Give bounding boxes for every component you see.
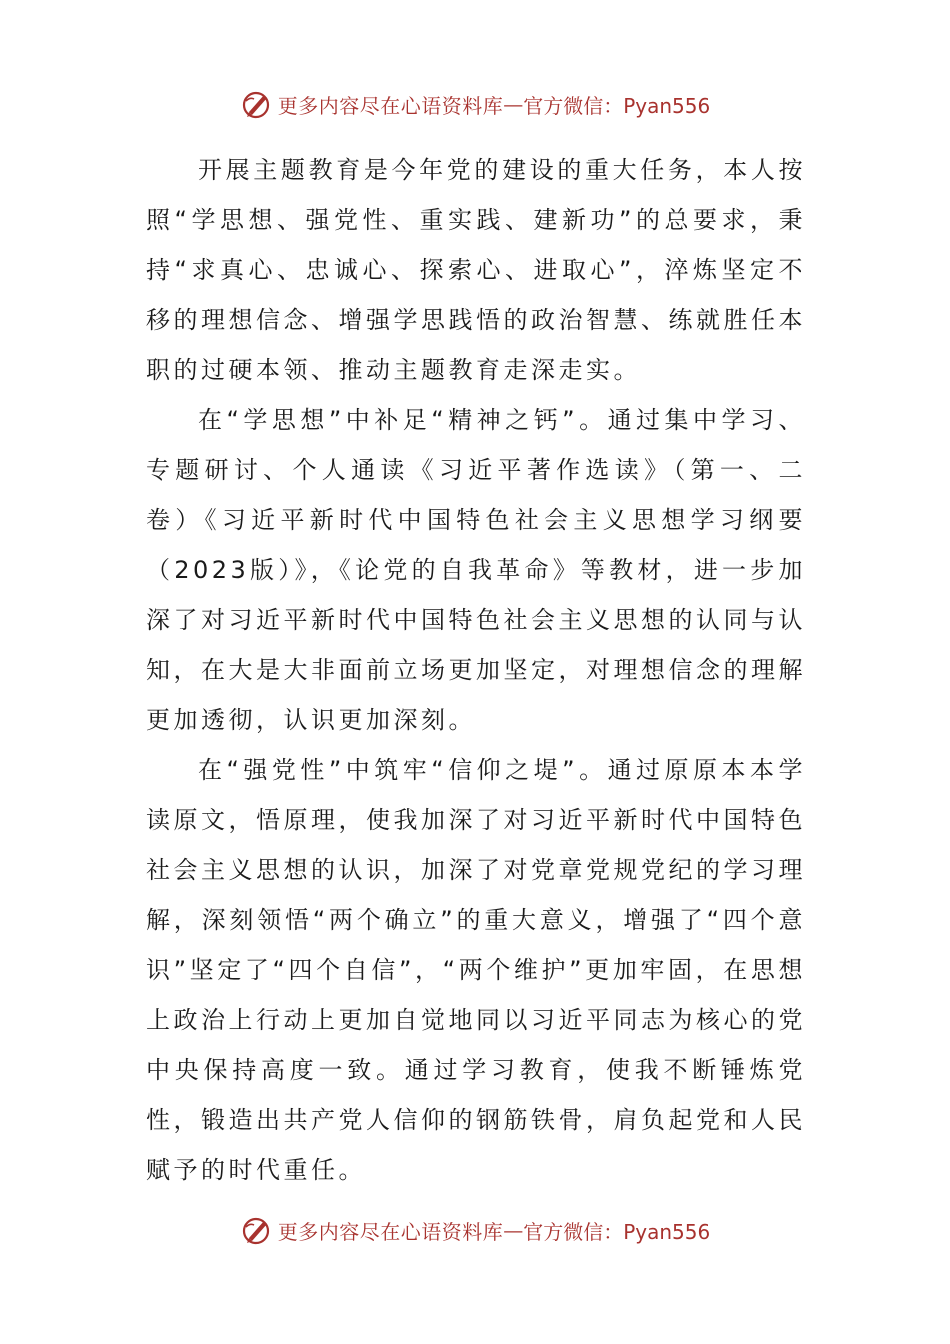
banner-brand-text: 更多内容尽在心语资料库 [277, 93, 504, 118]
pen-logo-icon [240, 1213, 274, 1247]
banner-separator: — [503, 1218, 524, 1242]
pen-logo-icon [240, 87, 274, 121]
paragraph-intro: 开展主题教育是今年党的建设的重大任务，本人按照“学思想、强党性、重实践、建新功”的总要求，秉持“求真心、忠诚心、探索心、进取心”，淬炼坚定不移的理想信念、增强学思践悟的政治智慧、练就胜任本职的过硬本领、推动主题教育走深走实。 [146, 156, 806, 384]
banner-separator: — [503, 92, 524, 116]
header-banner [0, 84, 950, 124]
paragraph-party-spirit: 在“强党性”中筑牢“信仰之堤”。通过原原本本学读原文，悟原理，使我加深了对习近平新时代中国特色社会主义思想的认识，加深了对党章党规党纪的学习理解，深刻领悟“两个确立”的重大意义，增强了“四个意识”坚定了“四个自信”，“两个维护”更加牢固，在思想上政治上行动上更加自觉地同以习近平同志为核心的党中央保持高度一致。通过学习教育，使我不断锤炼党性，锻造出共产党人信仰的钢筋铁骨，肩负起党和人民赋予的时代重任。 [146, 756, 806, 1184]
document-body [146, 145, 806, 1195]
banner-contact-text: 官方微信：Pyan556 [523, 93, 711, 118]
paragraph-study-thought: 在“学思想”中补足“精神之钙”。通过集中学习、专题研讨、个人通读《习近平著作选读》（第一、二卷）《习近平新时代中国特色社会主义思想学习纲要（2023版）》，《论党的自我革命》等教材，进一步加深了对习近平新时代中国特色社会主义思想的认同与认知，在大是大非面前立场更加坚定，对理想信念的理解更加透彻，认识更加深刻。 [146, 406, 806, 734]
banner-contact-text: 官方微信：Pyan556 [523, 1219, 711, 1244]
banner-brand-text: 更多内容尽在心语资料库 [277, 1219, 504, 1244]
footer-banner [0, 1210, 950, 1250]
